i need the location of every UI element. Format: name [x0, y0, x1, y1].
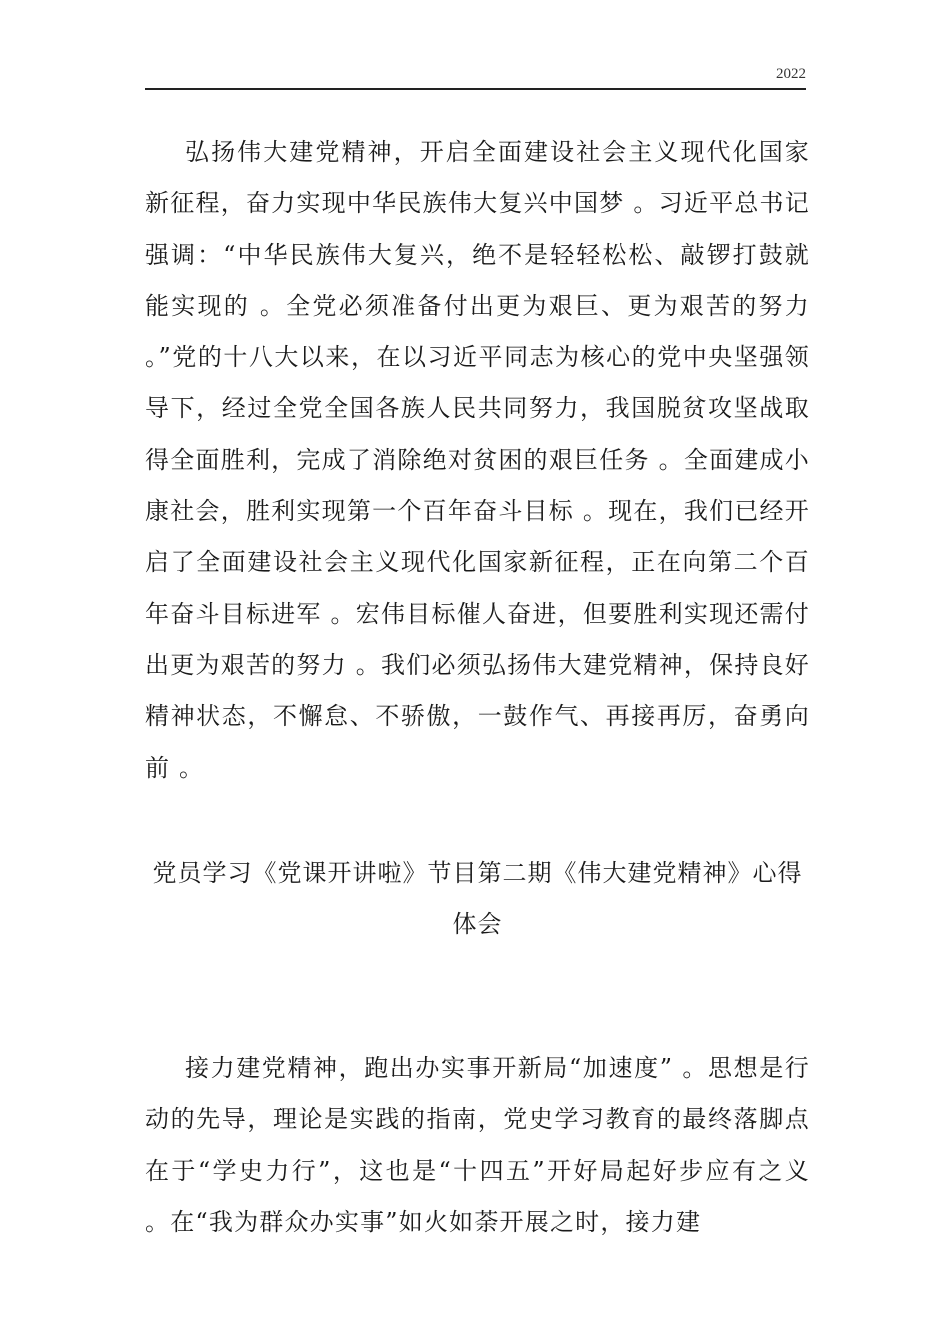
- body-paragraph-2: 接力建党精神，跑出办实事开新局“加速度” 。思想是行动的先导，理论是实践的指南，党史学习教育的最终落脚点在于“学史力行”，这也是“十四五”开好局起好步应有之义 。在“我为群众办实事”如火如荼开展之时，接力建: [145, 1054, 810, 1236]
- header-year: 2022: [776, 66, 806, 82]
- body-paragraph-1: 弘扬伟大建党精神，开启全面建设社会主义现代化国家新征程，奋力实现中华民族伟大复兴中国梦 。习近平总书记强调：“中华民族伟大复兴，绝不是轻轻松松、敲锣打鼓就能实现的 。全党必须准备付出更为艰巨、更为艰苦的努力 。”党的十八大以来，在以习近平同志为核心的党中央坚强领导下，经过全党全国各族人民共同努力，我国脱贫攻坚战取得全面胜利，完成了消除绝对贫困的艰巨任务 。全面建成小康社会，胜利实现第一个百年奋斗目标 。现在，我们已经开启了全面建设社会主义现代化国家新征程，正在向第二个百年奋斗目标进军 。宏伟目标催人奋进，但要胜利实现还需付出更为艰苦的努力 。我们必须弘扬伟大建党精神，保持良好精神状态，不懈怠、不骄傲，一鼓作气、再接再厉，奋勇向前 。: [145, 138, 810, 782]
- page-header: [145, 62, 806, 90]
- section-heading: 党员学习《党课开讲啦》节目第二期《伟大建党精神》心得体会: [152, 859, 803, 938]
